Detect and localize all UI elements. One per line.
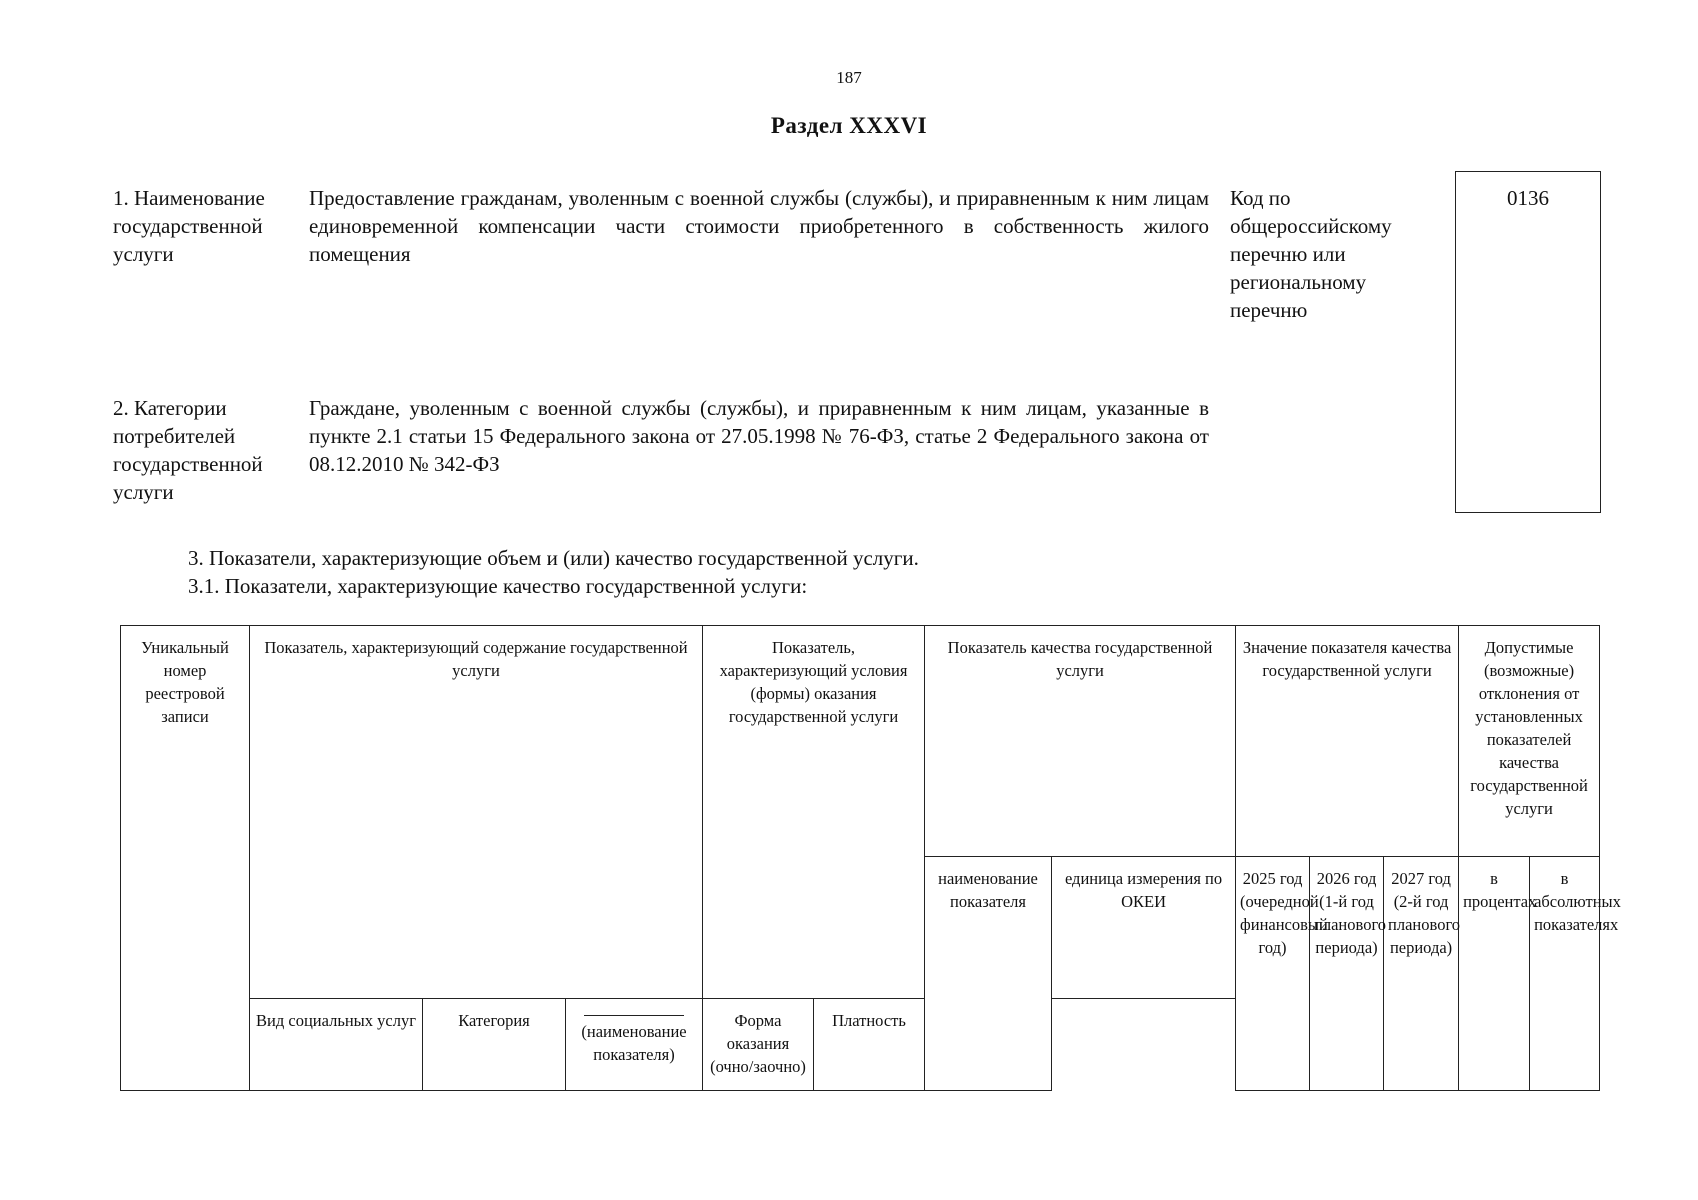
header-absolute: в абсолютных показателях (1530, 857, 1600, 1091)
service-name-label: 1. Наименование государственной услуги (113, 186, 265, 266)
header-unit-okei (1052, 857, 1236, 999)
header-category: Категория (423, 999, 566, 1091)
header-service-form: Форма оказания (очно/заочно) (703, 999, 814, 1091)
header-indicator-name: наименование показателя (925, 857, 1052, 1091)
header-content-indicator: Показатель, характеризующий содержание государственной услуги (250, 626, 703, 999)
page-number: 187 (836, 68, 862, 87)
header-unit-okei-label: единица измерения по ОКЕИ (1064, 869, 1223, 911)
blank-line (584, 1015, 684, 1016)
header-allowed-deviation: Допустимые (возможные) отклонения от установленных показателей качества государственной услуги (1459, 626, 1600, 857)
header-blank-indicator (566, 999, 703, 1091)
header-unique-number: Уникальный номер реестровой записи (121, 626, 250, 1091)
quality-indicators-table (120, 625, 1621, 1091)
header-blank-indicator-label: (наименование показателя) (581, 1022, 687, 1064)
header-indicator-value: Значение показателя качества государственной услуги (1236, 626, 1459, 857)
header-year-2025: 2025 год (очередной финансовый год) (1236, 857, 1310, 1091)
header-percent: в процентах (1459, 857, 1530, 1091)
section-title: Раздел XXXVI (770, 113, 928, 138)
registry-code-box (1455, 171, 1601, 513)
consumer-categories-label: 2. Категории потребителей государственной услуги (113, 396, 263, 504)
header-conditions-indicator: Показатель, характеризующий условия (формы) оказания государственной услуги (703, 626, 925, 999)
registry-code-label: Код по общероссийскому перечню или региональному перечню (1230, 186, 1392, 322)
header-year-2026: 2026 год (1-й год планового периода) (1310, 857, 1384, 1091)
header-social-service-type: Вид социальных услуг (250, 999, 423, 1091)
section-3-1-heading: 3.1. Показатели, характеризующие качество государственной услуги: (188, 574, 808, 598)
header-quality-indicator: Показатель качества государственной услуги (925, 626, 1236, 857)
section-3-heading: 3. Показатели, характеризующие объем и (или) качество государственной услуги. (188, 546, 919, 570)
header-year-2027: 2027 год (2-й год планового периода) (1384, 857, 1459, 1091)
header-payment: Платность (814, 999, 925, 1091)
service-name-value: Предоставление гражданам, уволенным с военной службы (службы), и приравненным к ним лицам единовременной компенсации части стоимости приобретенного в собственность жилого помещения (309, 186, 1209, 266)
registry-code-value: 0136 (1507, 186, 1549, 210)
consumer-categories-value: Граждане, уволенным с военной службы (службы), и приравненным к ним лицам, указанные в пункте 2.1 статьи 15 Федерального закона от 27.05.1998 № 76-ФЗ, статье 2 Федерального закона от 08.12.2010 № 342-ФЗ (309, 396, 1209, 476)
